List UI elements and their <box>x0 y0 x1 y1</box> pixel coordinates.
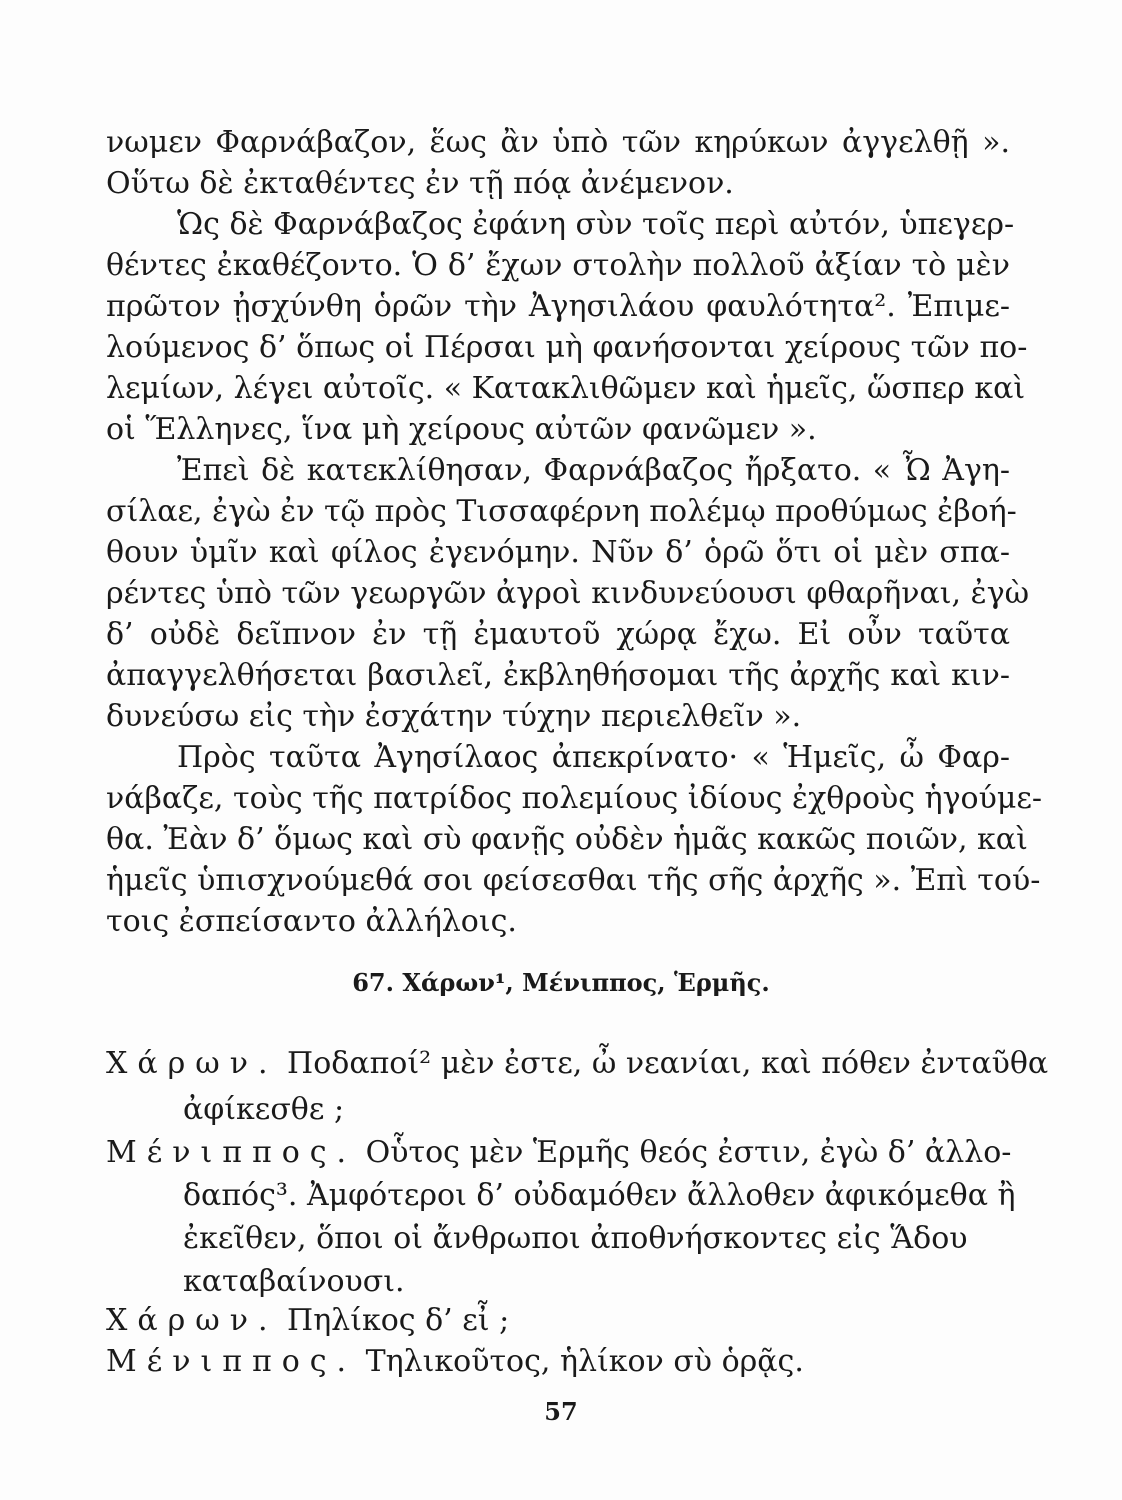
dialogue-line: ἀφίκεσθε ; <box>183 1092 345 1127</box>
prose-line: θουν ὑμῖν καὶ φίλος ἐγενόμην. Νῦν δ’ ὁρῶ ὅτι οἱ μὲν σπα- <box>106 535 1010 570</box>
prose-line: πρῶτον ᾐσχύνθη ὁρῶν τὴν Ἀγησιλάου φαυλότητα². Ἐπιμε- <box>106 289 1010 324</box>
page-number: 57 <box>544 1397 578 1426</box>
prose-line: θα. Ἐὰν δ’ ὅμως καὶ σὺ φανῇς οὐδὲν ἡμᾶς κακῶς ποιῶν, καὶ <box>106 822 1028 857</box>
dialogue-text: Οὗτος μὲν Ἑρμῆς θεός ἐστιν, ἐγὼ δ’ ἀλλο- <box>365 1135 1012 1170</box>
dialogue-text: Τηλικοῦτος, ἡλίκον σὺ ὁρᾷς. <box>365 1344 804 1379</box>
prose-line: σίλαε, ἐγὼ ἐν τῷ πρὸς Τισσαφέρνη πολέμῳ προθύμως ἐβοή- <box>106 494 1017 529</box>
dialogue-line <box>106 1301 509 1341</box>
dialogue-line <box>106 1133 1011 1173</box>
prose-line: Οὕτω δὲ ἐκταθέντες ἐν τῇ πόᾳ ἀνέμενον. <box>106 166 734 201</box>
dialogue-line: δαπός³. Ἀμφότεροι δ’ οὐδαμόθεν ἄλλοθεν ἀφικόμεθα ἢ <box>183 1178 1016 1213</box>
prose-line: λούμενος δ’ ὅπως οἱ Πέρσαι μὴ φανήσονται χείρους τῶν πο- <box>106 330 1028 365</box>
dialogue-text: Ποδαποί² μὲν ἐστε, ὦ νεανίαι, καὶ πόθεν ἐνταῦθα <box>287 1046 1049 1081</box>
speaker-name: Χάρων. <box>106 1046 278 1081</box>
speaker-name: Μένιππος. <box>106 1135 357 1170</box>
speaker-name: Μένιππος. <box>106 1344 357 1379</box>
dialogue-line <box>106 1044 1048 1084</box>
prose-line: οἱ Ἕλληνες, ἵνα μὴ χείρους αὐτῶν φανῶμεν ». <box>106 412 817 447</box>
prose-line: Πρὸς ταῦτα Ἀγησίλαος ἀπεκρίνατο· « Ἡμεῖς, ὦ Φαρ- <box>177 740 1010 775</box>
prose-line: δυνεύσω εἰς τὴν ἐσχάτην τύχην περιελθεῖν ». <box>106 699 802 734</box>
prose-line: νωμεν Φαρνάβαζον, ἕως ἂν ὑπὸ τῶν κηρύκων ἀγγελθῇ ». <box>106 125 1010 160</box>
prose-line: ἡμεῖς ὑπισχνούμεθά σοι φείσεσθαι τῆς σῆς ἀρχῆς ». Ἐπὶ τού- <box>106 863 1041 898</box>
prose-line: ρέντες ὑπὸ τῶν γεωργῶν ἀγροὶ κινδυνεύουσι φθαρῆναι, ἐγὼ <box>106 576 1030 611</box>
speaker-name: Χάρων. <box>106 1303 278 1338</box>
dialogue-text: Πηλίκος δ’ εἶ ; <box>287 1303 510 1338</box>
prose-line: δ’ οὐδὲ δεῖπνον ἐν τῇ ἐμαυτοῦ χώρᾳ ἔχω. Εἰ οὖν ταῦτα <box>106 617 1010 652</box>
prose-line: λεμίων, λέγει αὐτοῖς. « Κατακλιθῶμεν καὶ ἡμεῖς, ὥσπερ καὶ <box>106 371 1026 406</box>
dialogue-line: ἐκεῖθεν, ὅποι οἱ ἄνθρωποι ἀποθνήσκοντες εἰς Ἅδου <box>183 1221 968 1256</box>
dialogue-line <box>106 1342 804 1382</box>
prose-line: Ὡς δὲ Φαρνάβαζος ἐφάνη σὺν τοῖς περὶ αὐτόν, ὑπεγερ- <box>177 207 1015 242</box>
prose-line: Ἐπεὶ δὲ κατεκλίθησαν, Φαρνάβαζος ἤρξατο. « Ὦ Ἀγη- <box>177 453 1010 488</box>
prose-line: νάβαζε, τοὺς τῆς πατρίδος πολεμίους ἰδίους ἐχθροὺς ἡγούμε- <box>106 781 1042 816</box>
prose-line: θέντες ἐκαθέζοντο. Ὁ δ’ ἔχων στολὴν πολλοῦ ἀξίαν τὸ μὲν <box>106 248 1010 283</box>
section-heading: 67. Χάρων¹, Μένιππος, Ἑρμῆς. <box>352 968 770 997</box>
prose-line: τοις ἐσπείσαντο ἀλλήλοις. <box>106 904 517 939</box>
dialogue-line: καταβαίνουσι. <box>183 1264 405 1299</box>
prose-line: ἀπαγγελθήσεται βασιλεῖ, ἐκβληθήσομαι τῆς ἀρχῆς καὶ κιν- <box>106 658 1010 693</box>
